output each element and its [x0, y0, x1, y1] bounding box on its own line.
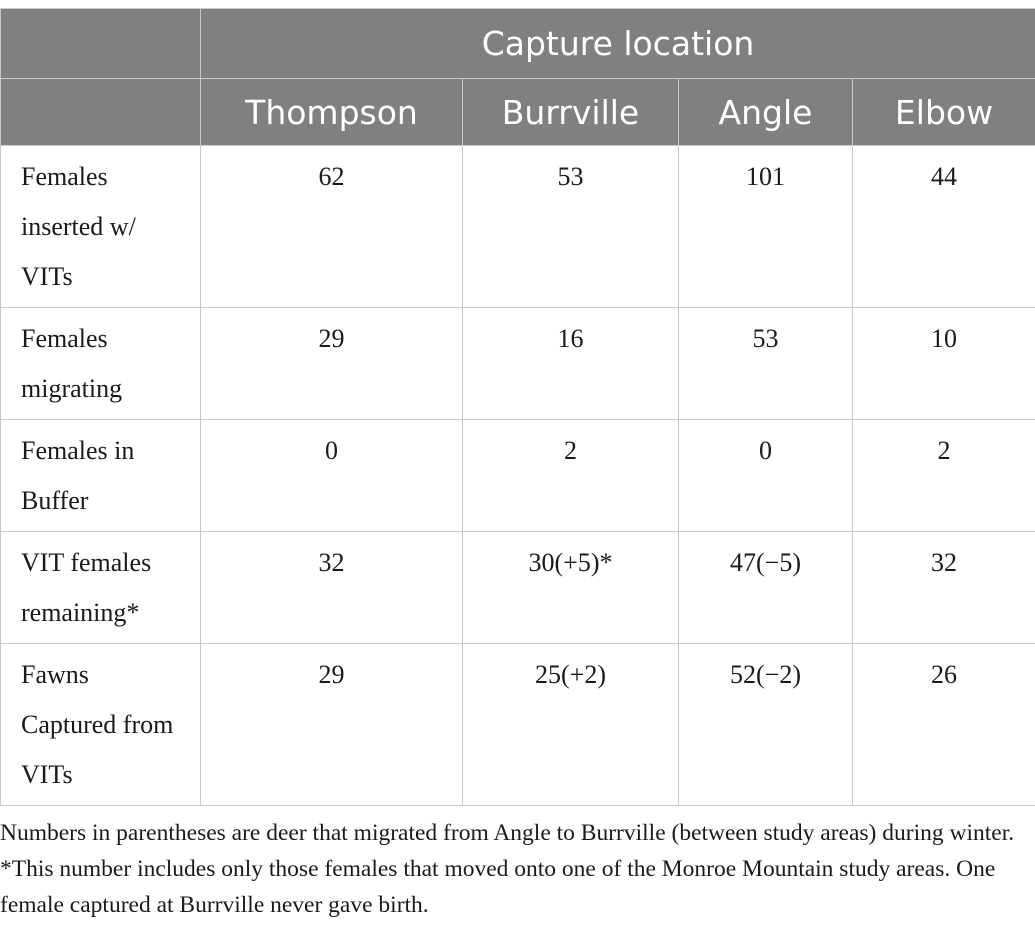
table-cell: 29 — [201, 308, 463, 420]
table-row — [1, 644, 1035, 806]
table-cell: 16 — [463, 308, 679, 420]
row-label: VIT females remaining* — [1, 532, 201, 644]
table-cell: 47(−5) — [679, 532, 853, 644]
table-cell: 29 — [201, 644, 463, 806]
corner-cell-lower — [1, 79, 201, 146]
row-label: Females inserted w/ VITs — [1, 146, 201, 308]
table-cell: 62 — [201, 146, 463, 308]
row-label: Fawns Captured from VITs — [1, 644, 201, 806]
table-row — [1, 146, 1035, 308]
data-table — [0, 8, 1035, 806]
group-header-row — [1, 9, 1035, 79]
table-row — [1, 308, 1035, 420]
table-cell: 2 — [853, 420, 1035, 532]
table-cell: 10 — [853, 308, 1035, 420]
corner-cell — [1, 9, 201, 79]
table-cell: 53 — [679, 308, 853, 420]
row-label: Females migrating — [1, 308, 201, 420]
table-row — [1, 420, 1035, 532]
table-cell: 25(+2) — [463, 644, 679, 806]
table-cell: 0 — [679, 420, 853, 532]
row-label: Females in Buffer — [1, 420, 201, 532]
column-header-angle: Angle — [679, 79, 853, 146]
column-header-thompson: Thompson — [201, 79, 463, 146]
column-header-elbow: Elbow — [853, 79, 1035, 146]
table-footnote: Numbers in parentheses are deer that migrated from Angle to Burrville (between study areas) during winter. *This number includes only those females that moved onto one of the Monroe Mountain study areas. One female captured at Burrville never gave birth. — [0, 820, 1015, 918]
table-cell: 52(−2) — [679, 644, 853, 806]
table-cell: 26 — [853, 644, 1035, 806]
table-cell: 101 — [679, 146, 853, 308]
column-header-burrville: Burrville — [463, 79, 679, 146]
table-body — [1, 146, 1035, 806]
table-cell: 53 — [463, 146, 679, 308]
table-header — [1, 9, 1035, 146]
table-cell: 32 — [853, 532, 1035, 644]
group-header-capture-location: Capture location — [201, 9, 1035, 79]
column-header-row — [1, 79, 1035, 146]
table-cell: 30(+5)* — [463, 532, 679, 644]
table-cell: 32 — [201, 532, 463, 644]
table-cell: 44 — [853, 146, 1035, 308]
table-cell: 0 — [201, 420, 463, 532]
table-row — [1, 532, 1035, 644]
table-cell: 2 — [463, 420, 679, 532]
